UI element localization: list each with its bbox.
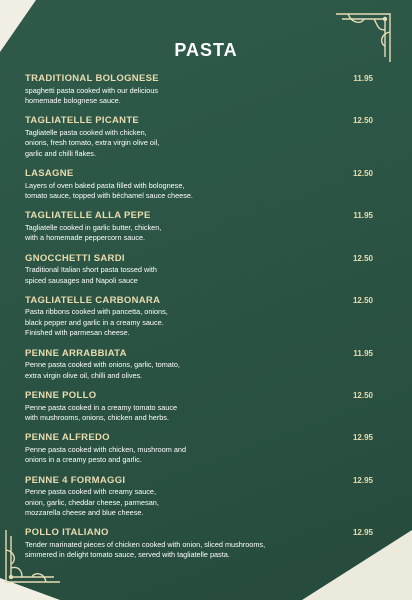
description-line: tomato sauce, topped with béchamel sauce cheese.	[25, 190, 193, 200]
menu-item	[25, 348, 373, 381]
dish-price: 12.95	[352, 528, 373, 538]
dish-name: TAGLIATELLE CARBONARA	[25, 294, 161, 306]
description-line: Tagliatelle pasta cooked with chicken,	[25, 127, 147, 137]
dish-description	[25, 487, 373, 518]
menu-item	[25, 432, 373, 465]
dish-description	[25, 307, 373, 338]
dish-description	[25, 403, 373, 424]
description-line: simmered in delight tomato sauce, served with tagliatelle pasta.	[25, 550, 230, 560]
dish-price: 12.50	[352, 295, 373, 305]
dish-price: 11.95	[353, 74, 373, 83]
description-line: Penne pasta cooked with onions, garlic, tomato,	[25, 360, 180, 370]
dish-description	[25, 445, 373, 466]
dish-price: 12.50	[352, 253, 373, 263]
description-line: spaghetti pasta cooked with our delicious	[25, 85, 159, 95]
menu-item	[25, 73, 373, 106]
dish-description	[25, 86, 373, 107]
description-line: Penne pasta cooked in a creamy tomato sauce	[25, 402, 178, 412]
dish-price: 12.50	[352, 116, 373, 126]
dish-name: TAGLIATELLE PICANTE	[25, 115, 140, 127]
menu-item	[25, 253, 373, 286]
description-line: with a homemade peppercorn sauce.	[25, 233, 146, 243]
dish-name: PENNE POLLO	[25, 390, 97, 401]
dish-price: 11.95	[353, 211, 373, 221]
dish-price: 12.50	[352, 169, 373, 179]
dish-name: PENNE ALFREDO	[25, 432, 110, 444]
description-line: Pasta ribbons cooked with pancetta, onions,	[25, 307, 168, 317]
menu-item	[25, 390, 373, 423]
description-line: onions, fresh tomato, extra virgin olive oil,	[25, 138, 160, 148]
menu-items-list	[25, 73, 373, 570]
description-line: extra virgin olive oil, chilli and olives.	[25, 370, 143, 380]
dish-description	[25, 128, 373, 159]
dish-description	[25, 223, 373, 244]
description-line: with mushrooms, onions, chicken and herbs.	[25, 412, 169, 422]
description-line: onions in a creamy pesto and garlic.	[25, 455, 142, 465]
description-line: Tagliatelle cooked in garlic butter, chicken,	[25, 222, 162, 232]
dish-price: 12.95	[352, 475, 373, 485]
dish-description	[25, 265, 373, 286]
description-line: mozzarella cheese and blue cheese.	[25, 507, 144, 517]
description-line: Penne pasta cooked with chicken, mushroom and	[25, 444, 187, 454]
description-line: Layers of oven baked pasta filled with bolognese,	[25, 180, 185, 190]
description-line: black pepper and garlic in a creamy sauce.	[25, 317, 164, 327]
menu-item	[25, 527, 373, 560]
description-line: homemade bolognese sauce.	[25, 95, 121, 105]
dish-description	[25, 181, 373, 202]
menu-section-title: PASTA	[174, 40, 238, 60]
menu-item	[25, 210, 373, 243]
description-line: onion, garlic, cheddar cheese, parmesan,	[25, 497, 159, 507]
menu-item	[25, 475, 373, 519]
menu-item	[25, 168, 373, 201]
description-line: garlic and chilli flakes.	[25, 148, 96, 158]
description-line: Penne pasta cooked with creamy sauce,	[25, 487, 157, 497]
dish-name: TRADITIONAL BOLOGNESE	[25, 73, 159, 84]
description-line: Traditional Italian short pasta tossed with	[25, 265, 157, 275]
description-line: Finished with parmesan cheese.	[25, 328, 130, 338]
dish-name: POLLO ITALIANO	[25, 527, 109, 539]
dish-name: PENNE 4 FORMAGGI	[25, 474, 126, 486]
menu-item	[25, 115, 373, 159]
dish-description	[25, 540, 373, 561]
dish-price: 12.50	[352, 391, 373, 400]
dish-name: LASAGNE	[25, 168, 74, 180]
dish-description	[25, 360, 373, 381]
dish-name: PENNE ARRABBIATA	[25, 347, 127, 359]
dish-name: TAGLIATELLE ALLA PEPE	[25, 210, 151, 222]
description-line: spiced sausages and Napoli sauce	[25, 275, 138, 285]
dish-name: GNOCCHETTI SARDI	[25, 252, 125, 264]
dish-price: 11.95	[353, 348, 373, 358]
dish-price: 12.95	[352, 433, 373, 443]
description-line: Tender marinated pieces of chicken cooked with onion, sliced mushrooms,	[25, 539, 266, 549]
menu-item	[25, 295, 373, 339]
